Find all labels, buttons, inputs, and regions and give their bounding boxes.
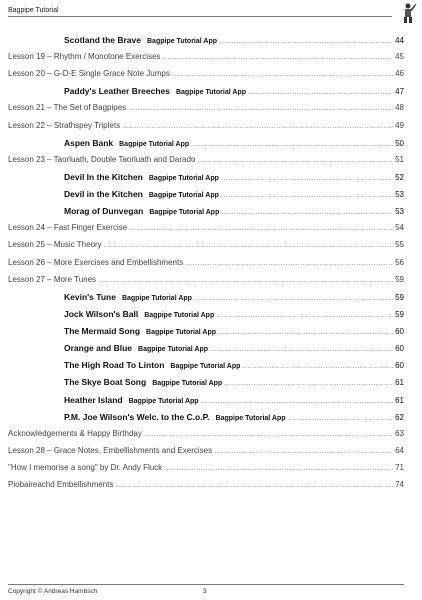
toc-dot-leader — [216, 312, 393, 319]
toc-dot-leader — [242, 363, 393, 370]
toc-entry-app-tag: Bagpipe Tutorial App — [149, 209, 220, 217]
toc-entry-page: 64 — [395, 445, 404, 455]
footer-page-number: 3 — [203, 588, 207, 595]
toc-entry-app-tag: Bagpipe Tutorial App — [215, 414, 286, 422]
toc-entry-page: 50 — [395, 138, 404, 148]
toc-tune-entry — [8, 172, 404, 189]
toc-dot-leader — [218, 329, 393, 336]
toc-entry-page: 56 — [395, 257, 404, 267]
toc-dot-leader — [197, 157, 393, 164]
toc-dot-leader — [210, 346, 393, 353]
toc-entry-app-tag: Bagpipe Tutorial App — [119, 140, 190, 148]
toc-entry-page: 60 — [395, 344, 404, 354]
toc-entry-page: 55 — [395, 240, 404, 250]
toc-tune-entry — [8, 360, 404, 377]
toc-tune-entry — [8, 35, 404, 52]
toc-lesson-entry — [8, 69, 404, 86]
toc-entry-title: Lesson 23 – Taorluath, Double Taorluath and Darado — [8, 154, 196, 164]
toc-lesson-entry — [8, 463, 404, 480]
toc-entry-page: 59 — [395, 292, 404, 302]
toc-dot-leader — [104, 242, 393, 249]
toc-entry-app-tag: Bagpipe Tutorial App — [147, 38, 217, 45]
toc-entry-page: 49 — [395, 120, 404, 130]
toc-entry-title: Lesson 22 – Strathspey Triplets — [8, 120, 121, 130]
toc-dot-leader — [288, 415, 394, 422]
toc-entry-page: 61 — [395, 378, 404, 388]
toc-lesson-entry — [8, 275, 404, 292]
toc-tune-entry — [8, 412, 404, 429]
toc-entry-page: 52 — [395, 172, 404, 182]
toc-entry-page: 46 — [395, 69, 404, 79]
toc-entry-app-tag: Bagpipe Tutorial App — [128, 397, 199, 405]
toc-entry-page: 45 — [395, 52, 404, 62]
toc-entry-page: 63 — [395, 428, 404, 438]
toc-entry-page: 53 — [395, 207, 404, 217]
toc-lesson-entry — [8, 155, 404, 172]
toc-entry-app-tag: Bagpipe Tutorial App — [152, 380, 223, 388]
toc-entry-page: 59 — [395, 309, 404, 319]
toc-dot-leader — [163, 54, 394, 61]
toc-dot-leader — [98, 277, 393, 284]
toc-tune-entry — [8, 343, 404, 360]
toc-entry-page: 54 — [395, 223, 404, 233]
toc-entry-title: Lesson 21 – The Set of Bagpipes — [8, 103, 127, 113]
toc-entry-page: 48 — [395, 103, 404, 113]
toc-entry-title: Lesson 19 – Rhythm / Monotone Exercises — [8, 52, 161, 62]
toc-entry-app-tag: Bagpipe Tutorial App — [138, 346, 209, 354]
toc-dot-leader — [129, 225, 393, 232]
footer-copyright: Copyright © Andreas Hambsch — [8, 588, 98, 595]
toc-entry-title: Kevin's Tune — [64, 291, 116, 302]
toc-entry-title: Morag of Dunvegan — [64, 206, 144, 217]
toc-dot-leader — [122, 123, 393, 130]
toc-entry-title: Aspen Bank — [64, 137, 114, 148]
toc-entry-app-tag: Bagpipe Tutorial App — [148, 192, 219, 200]
toc-dot-leader — [221, 192, 393, 199]
toc-entry-app-tag: Bagpipe Tutorial App — [175, 89, 246, 97]
running-header: Bagpipe Tutorial — [8, 7, 59, 14]
toc-entry-title: The Skye Boat Song — [64, 377, 147, 388]
toc-dot-leader — [201, 398, 394, 405]
toc-lesson-entry — [8, 429, 404, 446]
toc-dot-leader — [144, 431, 393, 438]
toc-entry-page: 74 — [395, 480, 404, 490]
toc-entry-page: 47 — [395, 87, 404, 97]
toc-entry-page: 60 — [395, 361, 404, 371]
toc-entry-app-tag: Bagpipe Tutorial App — [146, 329, 217, 337]
toc-tune-entry — [8, 377, 404, 394]
toc-dot-leader — [224, 380, 393, 387]
toc-entry-app-tag: Bagpipe Tutorial App — [121, 294, 192, 302]
toc-entry-page: 53 — [395, 190, 404, 200]
toc-lesson-entry — [8, 240, 404, 257]
toc-entry-title: Piobaireachd Embellishments — [8, 480, 114, 490]
toc-lesson-entry — [8, 223, 404, 240]
toc-dot-leader — [185, 260, 393, 267]
toc-entry-page: 60 — [395, 327, 404, 337]
toc-dot-leader — [115, 482, 393, 489]
toc-entry-title: Jock Wilson's Ball — [64, 308, 139, 319]
toc-entry-title: "How I memorise a song" by Dr. Andy Fluck — [8, 463, 163, 472]
toc-lesson-entry — [8, 480, 404, 497]
piper-logo-icon — [398, 2, 418, 24]
toc-entry-title: Scotland the Brave — [64, 35, 141, 45]
toc-dot-leader — [221, 209, 393, 216]
toc-tune-entry — [8, 189, 404, 206]
toc-entry-title: Heather Island — [64, 394, 123, 405]
footer-rule — [8, 584, 404, 585]
toc-tune-entry — [8, 138, 404, 155]
toc-entry-title: Paddy's Leather Breeches — [64, 86, 170, 97]
header-rule — [8, 16, 392, 17]
toc-entry-title: Lesson 28 – Grace Notes, Embellishments and Exercises — [8, 445, 213, 455]
toc-dot-leader — [221, 175, 393, 182]
toc-entry-title: Devil in the Kitchen — [64, 189, 143, 200]
toc-dot-leader — [128, 105, 393, 112]
toc-entry-title: P.M. Joe Wilson's Welc. to the C.o.P. — [64, 411, 210, 422]
toc-dot-leader — [214, 448, 393, 455]
toc-entry-page: 44 — [395, 36, 404, 45]
toc-entry-title: Lesson 24 – Fast Finger Exercise — [8, 223, 128, 233]
toc-dot-leader — [164, 465, 393, 472]
toc-tune-entry — [8, 326, 404, 343]
toc-entry-page: 59 — [395, 274, 404, 284]
toc-dot-leader — [191, 141, 393, 148]
toc-entry-app-tag: Bagpipe Tutorial App — [144, 311, 215, 319]
toc-lesson-entry — [8, 121, 404, 138]
toc-entry-page: 62 — [395, 412, 404, 422]
toc-tune-entry — [8, 292, 404, 309]
toc-entry-title: Lesson 20 – G-D-E Single Grace Note Jumps — [8, 69, 170, 79]
toc-entry-title: Orange and Blue — [64, 343, 133, 354]
toc-entry-title: Lesson 25 – Music Theory — [8, 240, 102, 250]
toc-tune-entry — [8, 309, 404, 326]
toc-lesson-entry — [8, 52, 404, 69]
toc-entry-page: 51 — [395, 154, 404, 164]
toc-dot-leader — [194, 295, 393, 302]
toc-entry-page: 71 — [395, 463, 404, 472]
toc-lesson-entry — [8, 103, 404, 120]
toc-entry-app-tag: Bagpipe Tutorial App — [148, 174, 219, 182]
toc-entry-title: Acknowledgements & Happy Birthday — [8, 428, 142, 438]
toc-entry-title: Devil In the Kitchen — [64, 171, 143, 182]
toc-tune-entry — [8, 86, 404, 103]
toc-tune-entry — [8, 206, 404, 223]
toc-tune-entry — [8, 395, 404, 412]
toc-entry-title: The Mermaid Song — [64, 326, 141, 337]
toc-dot-leader — [172, 71, 393, 78]
toc-entry-title: Lesson 26 – More Exercises and Embellishments — [8, 257, 184, 267]
toc-lesson-entry — [8, 258, 404, 275]
toc-entry-page: 61 — [395, 395, 404, 405]
toc-dot-leader — [248, 89, 393, 96]
toc-dot-leader — [219, 38, 393, 45]
toc-lesson-entry — [8, 446, 404, 463]
toc-entry-app-tag: Bagpipe Tutorial App — [170, 363, 241, 371]
toc-entry-title: The High Road To Linton — [64, 360, 165, 371]
toc-entry-title: Lesson 27 – More Tunes — [8, 274, 97, 284]
